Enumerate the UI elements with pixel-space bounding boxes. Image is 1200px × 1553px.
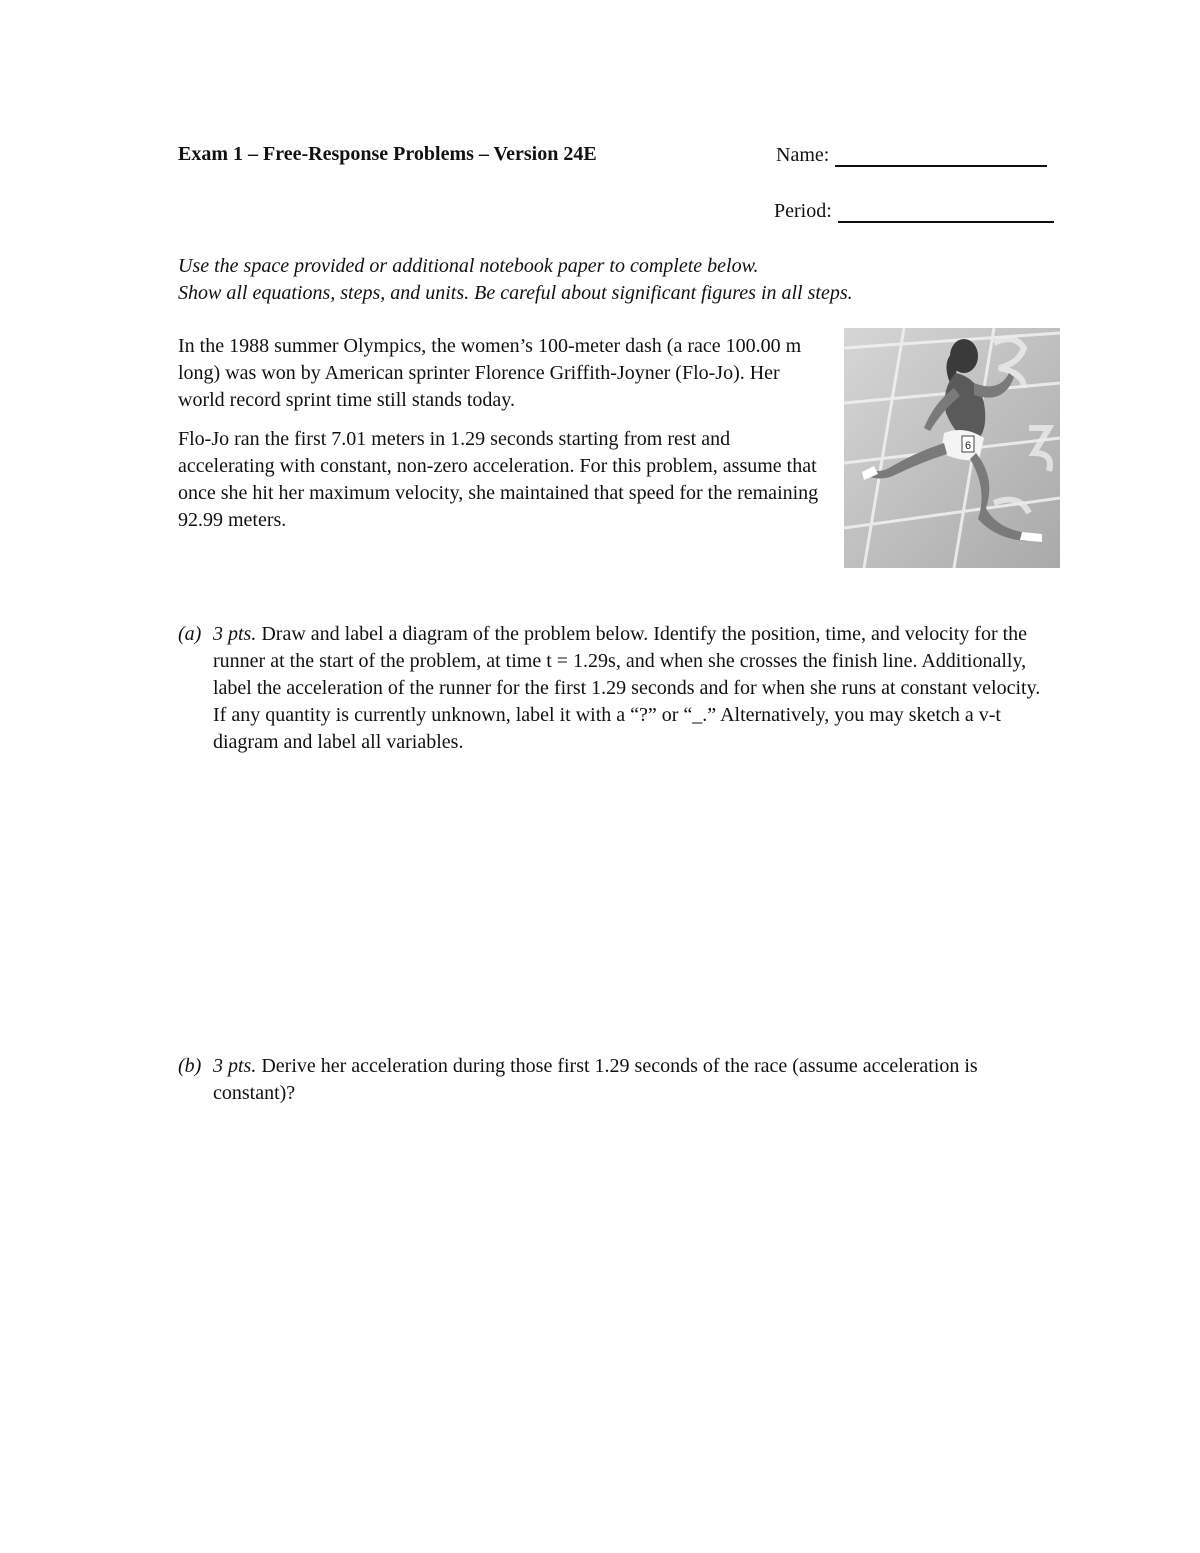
instructions-line-2: Show all equations, steps, and units. Be careful about significant figures in all steps. (178, 282, 853, 304)
intro-paragraph-1: In the 1988 summer Olympics, the women’s 100-meter dash (a race 100.00 m long) was won by American sprinter Florence Griffith-Joyner (Flo-Jo). Her world record sprint time still stands today. (178, 335, 802, 411)
question-a (178, 621, 1058, 756)
question-b-points: 3 pts. (213, 1055, 262, 1077)
bib-number: 6 (964, 440, 972, 452)
question-b (178, 1053, 1058, 1107)
name-label: Name: (776, 144, 830, 166)
period-field (774, 199, 1054, 223)
period-blank-line[interactable] (838, 199, 1054, 223)
sprinter-photo (844, 328, 1060, 568)
problem-intro (178, 333, 828, 546)
question-b-label: (b) (178, 1055, 202, 1077)
instructions (178, 253, 853, 307)
question-b-text: Derive her acceleration during those first 1.29 seconds of the race (assume acceleration is constant)? (213, 1055, 978, 1104)
name-blank-line[interactable] (835, 143, 1047, 167)
exam-title: Exam 1 – Free-Response Problems – Version 24E (178, 143, 597, 165)
period-label: Period: (774, 200, 832, 222)
instructions-line-1: Use the space provided or additional notebook paper to complete below. (178, 255, 759, 277)
question-a-text: Draw and label a diagram of the problem below. Identify the position, time, and velocity for the runner at the start of the problem, at time t = 1.29s, and when she crosses the finish line. Additionally, label the acceleration of the runner for the first 1.29 seconds and for when she runs at constant velocity. If any quantity is currently unknown, label it with a “?” or “_.” Alternatively, you may sketch a v-t diagram and label all variables. (213, 623, 1041, 753)
name-field (776, 143, 1047, 167)
question-a-body (213, 621, 1058, 756)
sprinter-photo-graphic (844, 328, 1060, 568)
intro-paragraph-2: Flo-Jo ran the first 7.01 meters in 1.29 seconds starting from rest and accelerating with constant, non-zero acceleration. For this problem, assume that once she hit her maximum velocity, she maintained that speed for the remaining 92.99 meters. (178, 428, 819, 531)
question-a-label: (a) (178, 623, 202, 645)
question-a-points: 3 pts. (213, 623, 262, 645)
question-b-body (213, 1053, 1058, 1107)
